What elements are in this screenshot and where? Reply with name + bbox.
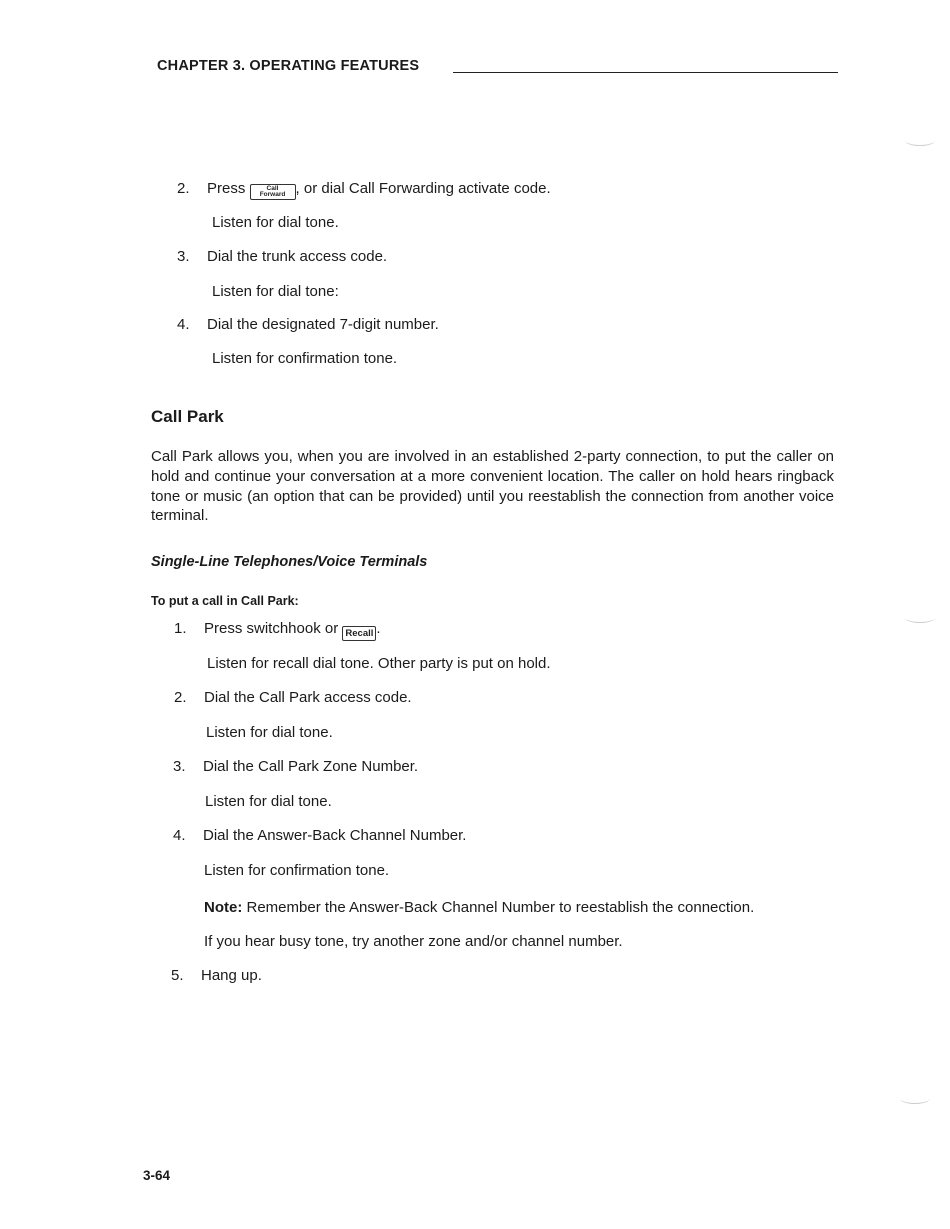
list-item	[177, 316, 439, 333]
step-note: Listen for dial tone.	[205, 793, 332, 810]
step-number: 4.	[173, 827, 186, 844]
list-item	[173, 758, 418, 775]
scan-mark	[905, 135, 935, 146]
list-item	[174, 620, 381, 641]
step-number: 4.	[177, 316, 190, 333]
note-body: Remember the Answer-Back Channel Number to reestablish the connection.	[242, 899, 755, 916]
step-note: Listen for dial tone:	[212, 283, 339, 300]
step-number: 5.	[171, 967, 184, 984]
list-item	[177, 248, 387, 265]
step-note: Listen for dial tone.	[212, 214, 339, 231]
scan-mark	[905, 612, 935, 623]
step-text: Press switchhook or	[204, 620, 339, 637]
step-number: 3.	[177, 248, 190, 265]
step-note: Listen for confirmation tone.	[204, 862, 390, 879]
list-item	[173, 827, 466, 844]
step-text: Dial the Call Park Zone Number.	[203, 758, 419, 775]
note-label: Note:	[204, 899, 243, 916]
recall-key-icon: Recall	[342, 626, 376, 641]
step-number: 3.	[173, 758, 186, 775]
step-number: 2.	[174, 689, 187, 706]
step-text: Hang up.	[201, 967, 262, 984]
list-item	[177, 180, 551, 200]
header-rule	[453, 72, 838, 73]
step-text: Dial the designated 7-digit number.	[207, 316, 439, 333]
step-text: Dial the Call Park access code.	[204, 689, 412, 706]
note-text	[204, 899, 754, 916]
step-note: Listen for dial tone.	[206, 724, 333, 741]
page-number: 3-64	[143, 1168, 171, 1183]
step-text: Press	[207, 180, 246, 197]
step-text: Dial the Answer-Back Channel Number.	[203, 827, 467, 844]
step-note: If you hear busy tone, try another zone and/or channel number.	[204, 933, 623, 950]
scan-mark	[900, 1093, 930, 1104]
call-forward-key-icon: Call Forward	[250, 184, 296, 200]
step-note: Listen for recall dial tone. Other party is put on hold.	[207, 655, 551, 672]
step-note: Listen for confirmation tone.	[212, 350, 398, 367]
step-number: 2.	[177, 180, 190, 197]
step-text: , or dial Call Forwarding activate code.	[295, 180, 551, 197]
subsection-heading: Single-Line Telephones/Voice Terminals	[151, 554, 428, 570]
list-item	[174, 689, 412, 706]
step-number: 1.	[174, 620, 187, 637]
step-text: Dial the trunk access code.	[207, 248, 388, 265]
section-heading: Call Park	[151, 407, 224, 426]
list-item	[171, 967, 262, 984]
procedure-title: To put a call in Call Park:	[151, 594, 299, 608]
chapter-title: CHAPTER 3. OPERATING FEATURES	[157, 58, 420, 74]
step-text: .	[376, 620, 381, 637]
section-description: Call Park allows you, when you are involved in an established 2-party connection, to put the caller on hold and continue your conversation at a more convenient location. The caller on hold hears ringback tone or music (an option that can be provided) until you reestablish the connection from another voice terminal.	[151, 448, 834, 525]
